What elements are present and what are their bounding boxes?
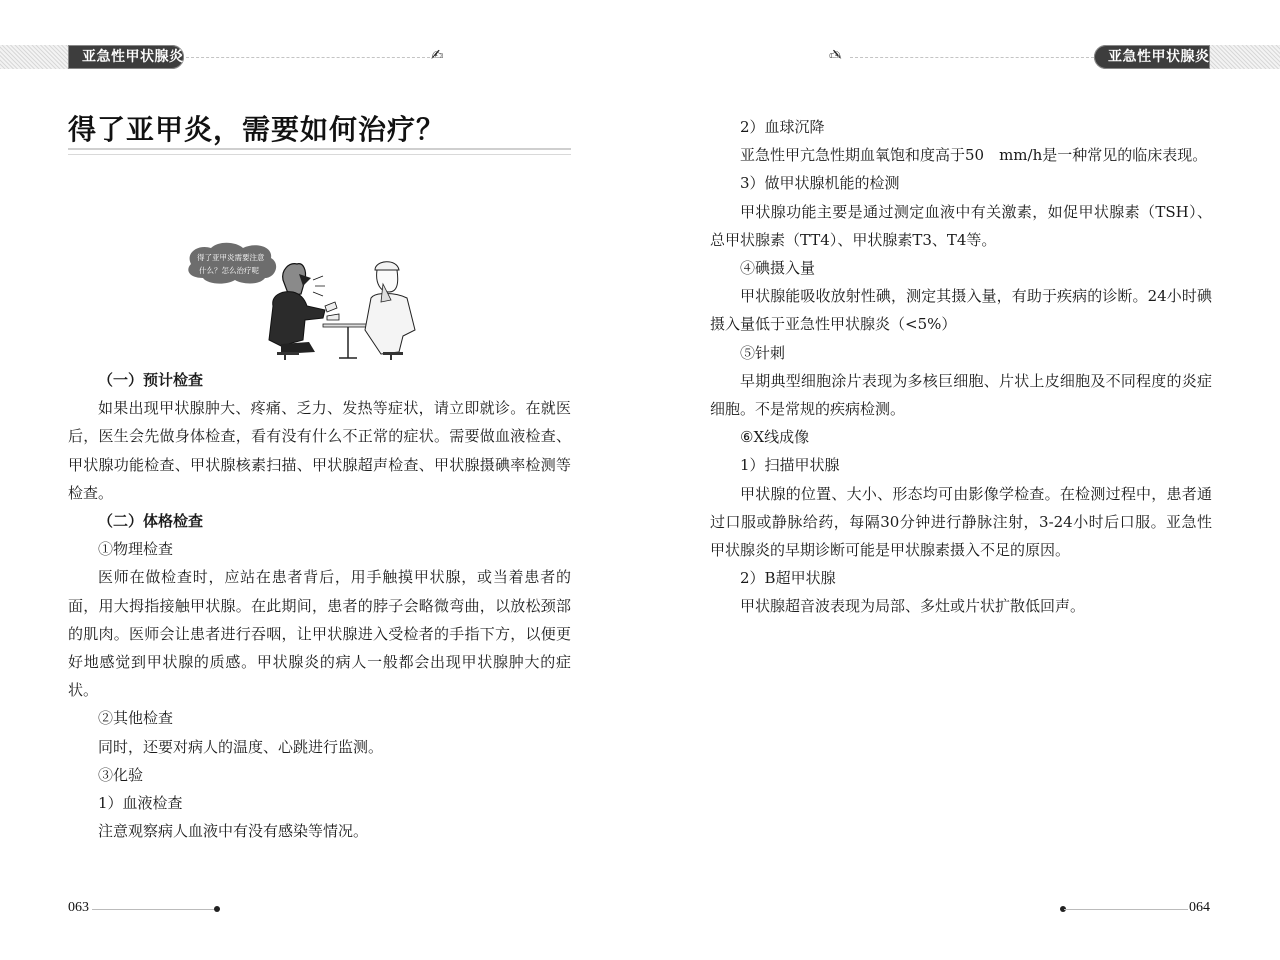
paragraph: 早期典型细胞涂片表现为多核巨细胞、片状上皮细胞及不同程度的炎症细胞。不是常规的疾病检测。 bbox=[710, 371, 1212, 419]
footer-rule bbox=[1064, 909, 1188, 910]
speech-bubble bbox=[188, 243, 276, 284]
paragraph: 注意观察病人血液中有没有感染等情况。 bbox=[98, 822, 369, 841]
right-page bbox=[640, 0, 1280, 960]
subheading: ⑤针刺 bbox=[740, 343, 786, 362]
paragraph: 甲状腺功能主要是通过测定血液中有关激素，如促甲状腺素（TSH）、总甲状腺素（TT4）、甲状腺素T3、T4等。 bbox=[710, 202, 1212, 249]
doctor-figure bbox=[365, 262, 415, 360]
subheading: ③化验 bbox=[98, 765, 144, 784]
page-number: 064 bbox=[1189, 900, 1210, 915]
section-heading: （二）体格检查 bbox=[98, 512, 204, 531]
subheading: 1）血液检查 bbox=[98, 794, 183, 813]
subheading: 3）做甲状腺机能的检测 bbox=[740, 174, 900, 193]
subheading: ④碘摄入量 bbox=[740, 259, 816, 278]
paragraph: 甲状腺超音波表现为局部、多灶或片状扩散低回声。 bbox=[740, 597, 1086, 616]
writing-hand-icon: ✍ bbox=[829, 46, 842, 64]
subheading: ⑥X线成像 bbox=[740, 428, 810, 447]
paragraph: 亚急性甲亢急性期血氧饱和度高于50 mm/h是一种常见的临床表现。 bbox=[740, 146, 1208, 165]
svg-text:得了亚甲炎需要注意: 得了亚甲炎需要注意 bbox=[197, 253, 265, 262]
subheading: ①物理检查 bbox=[98, 540, 174, 559]
header-hatch bbox=[1210, 45, 1280, 69]
subheading: ②其他检查 bbox=[98, 709, 174, 728]
section-heading: （一）预计检查 bbox=[98, 371, 204, 389]
footer-rule bbox=[92, 909, 216, 910]
patient-figure bbox=[269, 264, 339, 360]
title-underline bbox=[68, 148, 571, 155]
paragraph: 如果出现甲状腺肿大、疼痛、乏力、发热等症状，请立即就诊。在就医后，医生会先做身体检查，看有没有什么不正常的症状。需要做血液检查、甲状腺功能检查、甲状腺核素扫描、甲状腺超声检查、甲状腺摄碘率检测等检查。 bbox=[68, 399, 571, 502]
writing-hand-icon: ✍ bbox=[431, 46, 444, 64]
header-hatch bbox=[0, 45, 68, 69]
svg-text:什么？怎么治疗呢: 什么？怎么治疗呢 bbox=[199, 266, 259, 275]
subheading: 2）B超甲状腺 bbox=[740, 569, 836, 588]
body-text bbox=[68, 366, 571, 845]
page-title: 得了亚甲炎，需要如何治疗？ bbox=[68, 113, 446, 146]
paragraph: 医师在做检查时，应站在患者背后，用手触摸甲状腺，或当着患者的面，用大拇指接触甲状腺。在此期间，患者的脖子会略微弯曲，以放松颈部的肌肉。医师会让患者进行吞咽，让甲状腺进入受检者的手指下方，以便更好地感觉到甲状腺的质感。甲状腺炎的病人一般都会出现甲状腺肿大的症状。 bbox=[68, 568, 571, 700]
running-title: 亚急性甲状腺炎 bbox=[68, 45, 184, 69]
running-title: 亚急性甲状腺炎 bbox=[1094, 45, 1210, 69]
subheading: 2）血球沉降 bbox=[740, 118, 825, 136]
paragraph: 甲状腺的位置、大小、形态均可由影像学检查。在检测过程中，患者通过口服或静脉给药，每隔30分钟进行静脉注射，3-24小时后口服。亚急性甲状腺炎的早期诊断可能是甲状腺素摄入不足的原因。 bbox=[710, 484, 1212, 560]
paragraph: 甲状腺能吸收放射性碘，测定其摄入量，有助于疾病的诊断。24小时碘摄入量低于亚急性甲状腺炎（<5%） bbox=[710, 287, 1212, 334]
page-number: 063 bbox=[68, 900, 89, 915]
subheading: 1）扫描甲状腺 bbox=[740, 456, 840, 475]
header-rule bbox=[850, 57, 1094, 58]
footer-dot-icon bbox=[214, 906, 220, 912]
doctor-patient-illustration bbox=[185, 240, 425, 360]
header-rule bbox=[186, 57, 430, 58]
paragraph: 同时，还要对病人的温度、心跳进行监测。 bbox=[98, 737, 384, 756]
body-text bbox=[710, 113, 1212, 621]
